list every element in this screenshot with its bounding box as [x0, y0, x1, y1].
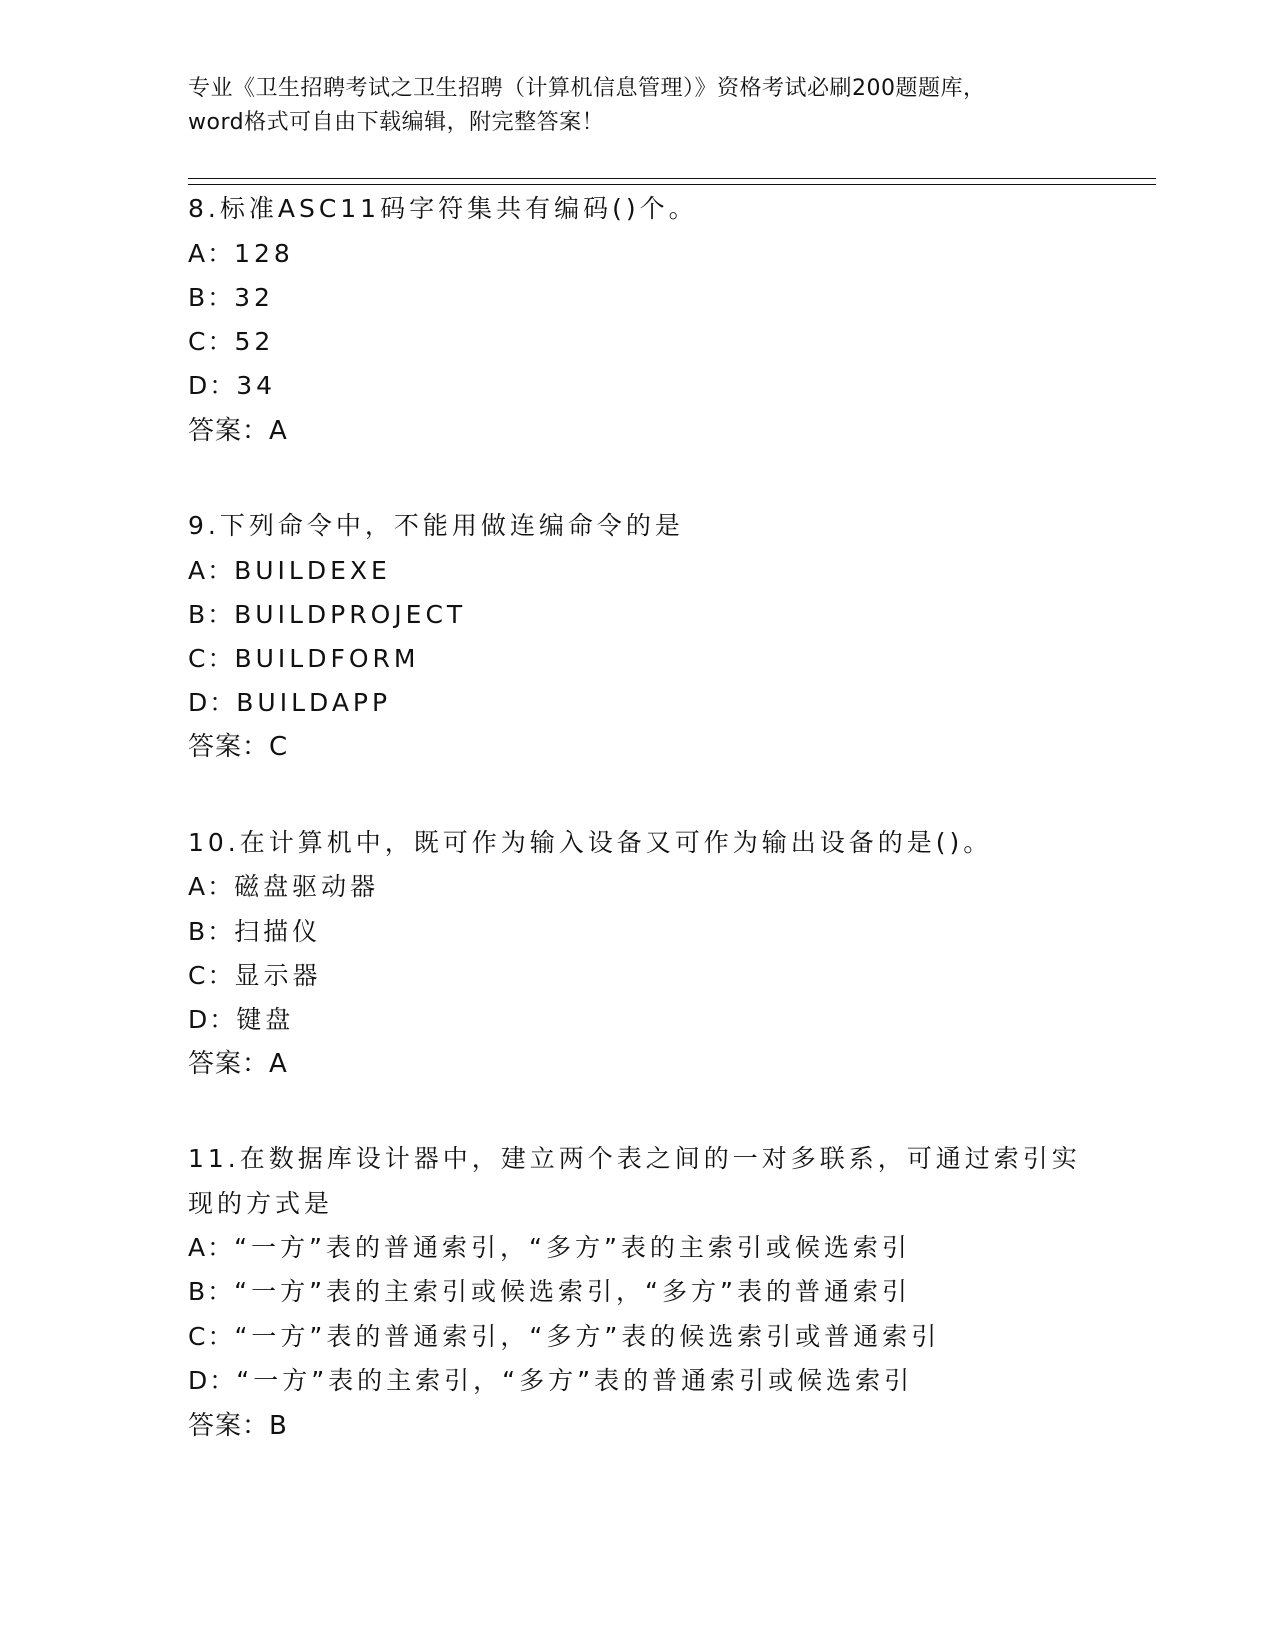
option-text: BUILDPROJECT — [234, 600, 467, 629]
option-text: “一方”表的主索引，“多方”表的普通索引或候选索引 — [236, 1366, 914, 1395]
question-stem-continued: 现的方式是 — [188, 1189, 334, 1218]
option-text: 扫描仪 — [234, 917, 322, 946]
question-stem: 10.在计算机中，既可作为输入设备又可作为输出设备的是()。 — [188, 828, 993, 857]
option-text: “一方”表的主索引或候选索引，“多方”表的普通索引 — [234, 1277, 911, 1306]
option-text: BUILDEXE — [234, 556, 391, 585]
answer-line: 答案：A — [188, 416, 288, 446]
option-text: 键盘 — [236, 1005, 295, 1034]
option-a — [188, 238, 294, 270]
option-text: 128 — [234, 239, 294, 268]
option-d — [188, 1004, 294, 1036]
option-c — [188, 643, 419, 675]
question-stem: 9.下列命令中，不能用做连编命令的是 — [188, 511, 684, 540]
option-letter: D： — [188, 688, 237, 717]
header-line-2: word格式可自由下载编辑，附完整答案！ — [188, 110, 605, 135]
option-d — [188, 370, 276, 402]
option-text: 32 — [234, 283, 274, 312]
option-text: BUILDAPP — [236, 688, 392, 717]
option-letter: C： — [188, 961, 235, 990]
header-line-1: 专业《卫生招聘考试之卫生招聘（计算机信息管理）》资格考试必刷200题题库， — [188, 76, 986, 101]
option-c — [188, 960, 321, 992]
option-text: “一方”表的普通索引，“多方”表的候选索引或普通索引 — [234, 1322, 941, 1351]
option-a — [188, 871, 379, 903]
option-a — [188, 1232, 911, 1264]
option-b — [188, 599, 466, 631]
option-text: 34 — [236, 371, 277, 400]
option-d — [188, 687, 391, 719]
document-header — [188, 72, 1088, 140]
option-letter: C： — [188, 327, 235, 356]
option-d — [188, 1365, 913, 1397]
answer-line: 答案：C — [188, 732, 289, 762]
option-letter: C： — [188, 1322, 235, 1351]
option-letter: B： — [188, 1277, 235, 1306]
option-text: BUILDFORM — [234, 644, 420, 673]
answer-line: 答案：A — [188, 1049, 288, 1079]
option-c — [188, 326, 274, 358]
option-letter: D： — [188, 371, 237, 400]
question-stem: 11.在数据库设计器中，建立两个表之间的一对多联系，可通过索引实 — [188, 1144, 1081, 1173]
answer-line: 答案：B — [188, 1411, 288, 1441]
option-letter: B： — [188, 917, 235, 946]
header-divider-top — [188, 178, 1156, 179]
option-letter: D： — [188, 1005, 237, 1034]
option-c — [188, 1321, 940, 1353]
option-letter: A： — [188, 1233, 235, 1262]
option-letter: D： — [188, 1366, 237, 1395]
option-letter: A： — [188, 239, 235, 268]
option-b — [188, 916, 321, 948]
option-letter: C： — [188, 644, 235, 673]
option-a — [188, 555, 391, 587]
option-text: “一方”表的普通索引，“多方”表的主索引或候选索引 — [234, 1233, 911, 1262]
option-b — [188, 282, 274, 314]
question-stem: 8.标准ASC11码字符集共有编码()个。 — [188, 194, 698, 223]
option-text: 显示器 — [234, 961, 322, 990]
option-letter: B： — [188, 600, 235, 629]
option-text: 52 — [234, 327, 275, 356]
option-b — [188, 1276, 911, 1308]
header-divider-bottom — [188, 184, 1156, 185]
option-text: 磁盘驱动器 — [234, 872, 380, 901]
option-letter: B： — [188, 283, 235, 312]
option-letter: A： — [188, 872, 235, 901]
option-letter: A： — [188, 556, 235, 585]
